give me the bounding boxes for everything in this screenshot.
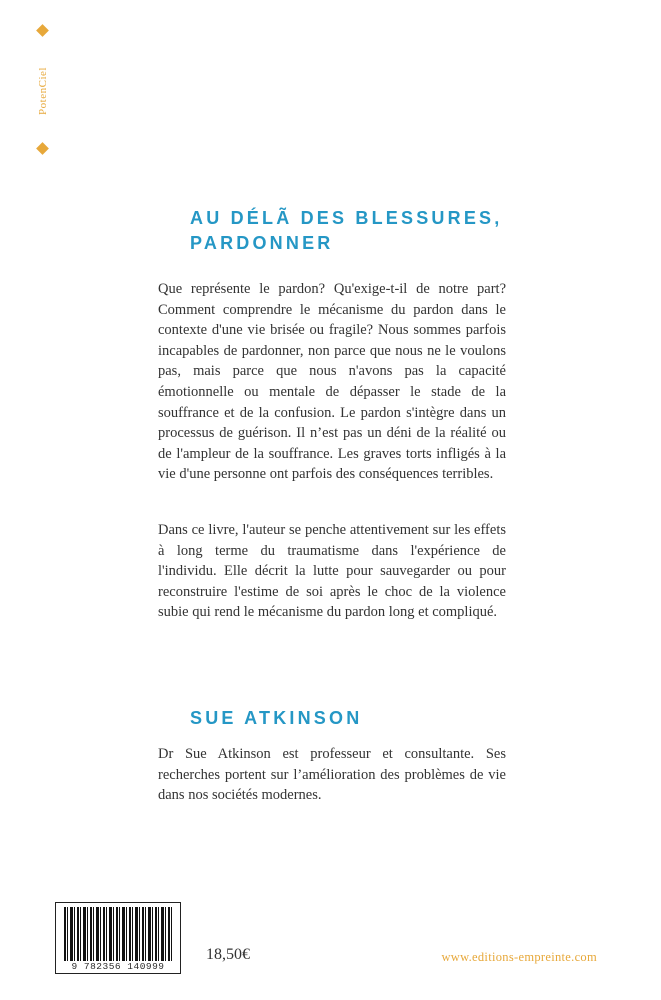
- blurb-paragraph-1: Que représente le pardon? Qu'exige-t-il de notre part? Comment comprendre le mécanisme du pardon dans le contexte d'une vie brisée ou fragile? Nous sommes parfois incapables de pardonner, non parce que nous ne le voulons pas, mais parce que nous n'avons pas la capacité émotionnelle ou mentale de dépasser le stade de la souffrance et de la confusion. Le pardon s'intègre dans un processus de guérison. Il n’est pas un déni de la réalité ou de l'ampleur de la souffrance. Les graves torts infligés à la vie d'une personne ont parfois des conséquences terribles.: [158, 281, 506, 483]
- series-name: PotenCiel: [37, 67, 49, 115]
- book-title: [190, 206, 502, 256]
- barcode: [55, 902, 181, 974]
- price: 18,50€: [206, 946, 250, 963]
- blurb-paragraph-2: Dans ce livre, l'auteur se penche attentivement sur les effets à long terme du traumatisme dans l'expérience de l'individu. Elle décrit la lutte pour sauvegarder ou pour reconstruire l'estime de soi après le choc de la violence subie qui rend le mécanisme du pardon long et compliqué.: [158, 522, 506, 621]
- book-title-line-2: PARDONNER: [190, 233, 334, 253]
- author-name: SUE ATKINSON: [190, 708, 363, 728]
- diamond-ornament-top: [36, 24, 49, 37]
- isbn-number: 9 782356 140999: [58, 961, 178, 972]
- author-bio: Dr Sue Atkinson est professeur et consultante. Ses recherches portent sur l’amélioration des problèmes de vie dans nos sociétés modernes.: [158, 746, 506, 804]
- diamond-ornament-bottom: [36, 142, 49, 155]
- publisher-website: www.editions-empreinte.com: [441, 950, 597, 964]
- book-title-line-1: AU DÉLÃ DES BLESSURES,: [190, 208, 503, 228]
- barcode-bars: [64, 907, 174, 963]
